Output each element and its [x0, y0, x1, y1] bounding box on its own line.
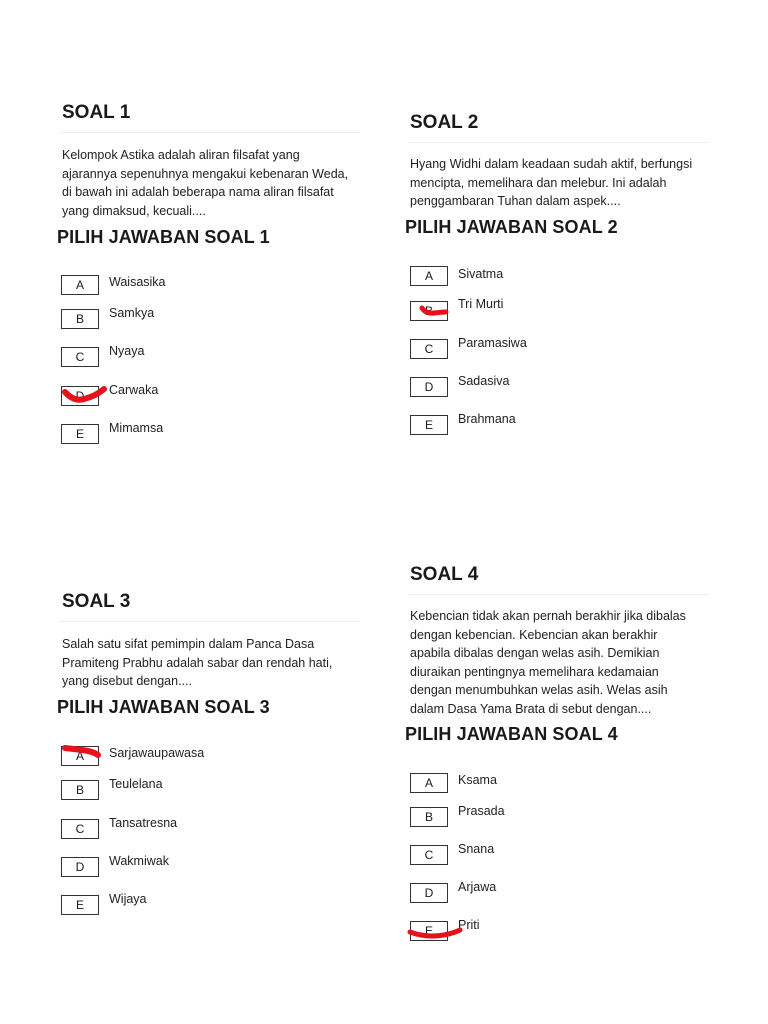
soal-1-title: SOAL 1	[62, 102, 131, 123]
soal-1-question-line: yang dimaksud, kecuali....	[62, 203, 206, 218]
soal-4-answer-heading: PILIH JAWABAN SOAL 4	[405, 724, 618, 744]
soal-2-question	[410, 155, 720, 211]
soal-4-option-c-box[interactable]: C	[410, 845, 448, 865]
soal-2-option-a-label[interactable]: Sivatma	[458, 267, 504, 281]
soal-1-divider	[60, 132, 360, 133]
soal-4-option-e-label[interactable]: Priti	[458, 918, 480, 932]
soal-4-option-b-label[interactable]: Prasada	[458, 804, 505, 818]
soal-3-option-e-label[interactable]: Wijaya	[109, 892, 147, 906]
soal-1-option-a-label[interactable]: Waisasika	[109, 275, 166, 289]
soal-1-option-d-box[interactable]: D	[61, 386, 99, 406]
soal-4-question	[410, 607, 720, 718]
soal-3-divider	[60, 621, 360, 622]
soal-3-option-b-box[interactable]: B	[61, 780, 99, 800]
soal-3-question-line: Pramiteng Prabhu adalah sabar dan rendah hati,	[62, 655, 333, 670]
soal-4-divider	[408, 594, 708, 595]
soal-3-option-d-label[interactable]: Wakmiwak	[109, 854, 169, 868]
soal-1-option-c-box[interactable]: C	[61, 347, 99, 367]
soal-2-question-line: Hyang Widhi dalam keadaan sudah aktif, berfungsi	[410, 157, 693, 171]
soal-4-question-line: apabila dibalas dengan welas asih. Demikian	[410, 646, 660, 660]
soal-3-option-c-box[interactable]: C	[61, 819, 99, 839]
soal-2-title: SOAL 2	[410, 112, 479, 133]
soal-3-question-line: yang disebut dengan....	[62, 674, 192, 688]
soal-4-option-c-label[interactable]: Snana	[458, 842, 495, 856]
soal-2-option-c-label[interactable]: Paramasiwa	[458, 336, 527, 350]
soal-1-question-line: ajarannya sepenuhnya mengakui kebenaran Weda,	[62, 166, 349, 181]
soal-4-option-e-box[interactable]: E	[410, 921, 448, 941]
soal-2-divider	[408, 142, 708, 143]
soal-3-option-a-box[interactable]: A	[61, 746, 99, 766]
soal-2-option-b-label[interactable]: Tri Murti	[458, 297, 504, 311]
soal-4-question-line: Kebencian tidak akan pernah berakhir jika dibalas	[410, 609, 686, 623]
soal-1-option-b-box[interactable]: B	[61, 309, 99, 329]
soal-2-option-a-box[interactable]: A	[410, 266, 448, 286]
soal-2-option-c-box[interactable]: C	[410, 339, 448, 359]
soal-4-question-line: diuraikan pentingnya memelihara kedamaian	[410, 664, 659, 679]
soal-3-answer-heading: PILIH JAWABAN SOAL 3	[57, 697, 270, 717]
soal-2-question-line: mencipta, memelihara dan melebur. Ini adalah	[410, 175, 667, 190]
soal-1-option-c-label[interactable]: Nyaya	[109, 344, 145, 358]
soal-4-option-a-box[interactable]: A	[410, 773, 448, 793]
soal-1-option-a-box[interactable]: A	[61, 275, 99, 295]
soal-1-question-line: di bawah ini adalah beberapa nama aliran filsafat	[62, 185, 334, 199]
soal-3-question	[62, 635, 372, 691]
soal-4-question-line: dengan menumbuhkan welas asih. Welas asih	[410, 683, 668, 697]
soal-1-option-e-box[interactable]: E	[61, 424, 99, 444]
soal-2-question-line: penggambaran Tuhan dalam aspek....	[410, 194, 621, 208]
soal-2-option-b-box[interactable]: B	[410, 301, 448, 321]
soal-1-answer-heading: PILIH JAWABAN SOAL 1	[57, 227, 270, 247]
soal-4-option-b-box[interactable]: B	[410, 807, 448, 827]
soal-3-option-d-box[interactable]: D	[61, 857, 99, 877]
soal-2-answer-heading: PILIH JAWABAN SOAL 2	[405, 217, 618, 237]
soal-2-option-d-label[interactable]: Sadasiva	[458, 374, 510, 388]
soal-4-question-line: dengan kebencian. Kebencian akan berakhir	[410, 627, 658, 642]
soal-1-option-d-label[interactable]: Carwaka	[109, 383, 159, 397]
soal-3-option-a-label[interactable]: Sarjawaupawasa	[109, 746, 205, 760]
soal-3-option-c-label[interactable]: Tansatresna	[109, 816, 178, 830]
soal-4-option-a-label[interactable]: Ksama	[458, 773, 497, 787]
soal-4-option-d-box[interactable]: D	[410, 883, 448, 903]
soal-2-option-e-box[interactable]: E	[410, 415, 448, 435]
soal-1-question	[62, 146, 372, 220]
soal-2-option-d-box[interactable]: D	[410, 377, 448, 397]
soal-4-question-line: dalam Dasa Yama Brata di sebut dengan....	[410, 701, 652, 716]
soal-3-question-line: Salah satu sifat pemimpin dalam Panca Dasa	[62, 637, 315, 651]
soal-3-title: SOAL 3	[62, 591, 131, 612]
soal-3-option-b-label[interactable]: Teulelana	[109, 777, 163, 791]
soal-1-question-line: Kelompok Astika adalah aliran filsafat yang	[62, 148, 300, 162]
soal-1-option-b-label[interactable]: Samkya	[109, 306, 155, 320]
soal-3-option-e-box[interactable]: E	[61, 895, 99, 915]
soal-4-title: SOAL 4	[410, 564, 479, 585]
soal-2-option-e-label[interactable]: Brahmana	[458, 412, 516, 426]
soal-1-option-e-label[interactable]: Mimamsa	[109, 421, 164, 435]
soal-4-option-d-label[interactable]: Arjawa	[458, 880, 497, 894]
